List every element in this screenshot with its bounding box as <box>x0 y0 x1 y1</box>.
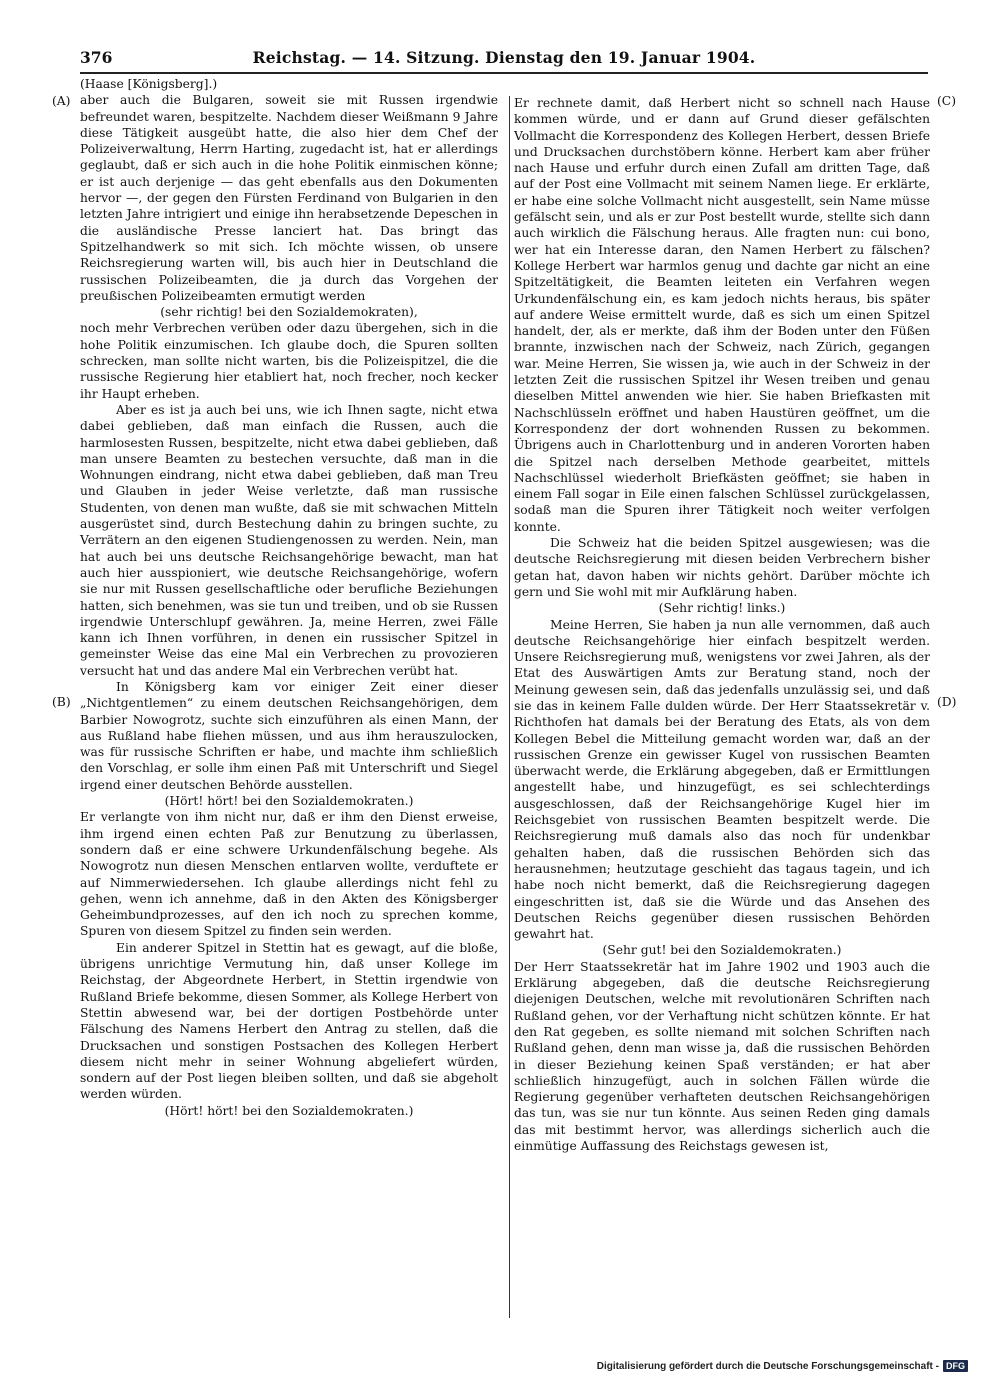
footer-text: Digitalisierung gefördert durch die Deutsche Forschungsgemeinschaft - <box>596 1360 939 1372</box>
margin-mark-d: (D) <box>937 695 957 709</box>
paragraph: noch mehr Verbrechen verüben oder dazu übergehen, sich in die hohe Politik einzumischen. Ich glaube doch, die Spuren sollten schrecken, man sollte nicht warten, bis die Polizeispitzel, die die russische Regierung hier etabliert hat, noch frecher, noch kecker ihr Haupt erheben. <box>80 321 498 401</box>
margin-mark-b: (B) <box>52 695 71 709</box>
paragraph: aber auch die Bulgaren, soweit sie mit Russen irgendwie befreundet waren, bespitzelte. Nachdem dieser Weißmann 9 Jahre diese Tätigkeit ausgeübt hatte, die also hier dem Chef der Polizeiverwaltung, Herrn Harting, zugedacht ist, hat er allerdings geglaubt, daß er sich auch in die hohe Politik einmischen könne; er ist auch derjenige — das geht ebenfalls aus den Dokumenten hervor —, der gegen den Fürsten Ferdinand von Bulgarien in den letzten Jahre intrigiert und einige ihn herabsetzende Depeschen in die ausländische Presse lanciert hat. Das bringt das Spitzelhandwerk so mit sich. Ich möchte wissen, ob unsere Reichsregierung warten will, bis auch hier in Deutschland die russischen Polizeibeamten, die ja durch das Vorgehen der preußischen Polizeibeamten ermutigt werden <box>80 93 498 303</box>
paragraph: Meine Herren, Sie haben ja nun alle vernommen, daß auch deutsche Reichsangehörige hier einfach bespitzelt werden. Unsere Reichsregierung muß, wenigstens vor zwei Jahren, als der Etat des Auswärtigen Amts zur Beratung stand, noch der Meinung gewesen sein, daß das jedenfalls unzulässig sei, und daß sie das in keinem Falle dulden würde. Der Herr Staatssekretär v. Richthofen hat damals bei der Beratung des Etats, als von dem Kollegen Bebel die Mitteilung gemacht worden war, daß an der russischen Grenze ein gewisser Kugel von russischen Beamten überwacht werde, die Erklärung abgegeben, daß er Ermittlungen angestellt habe, und hinzugefügt, es sei schlechterdings ausgeschlossen, daß der Reichsangehörige Kugel hier im Reichsgebiet von russischen Beamten bespitzelt werde. Die Reichsregierung muß damals also das noch für undenkbar gehalten haben, daß die russischen Behörden sich das herausnehmen; heutzutage geschieht das tagaus tagein, und ich habe noch nicht bemerkt, daß die Reichsregierung dagegen eingeschritten ist, daß sie die Würde und das Ansehen des Deutschen Reichs gegenüber diesen russischen Behörden gewahrt hat. <box>514 617 930 942</box>
paragraph: Er rechnete damit, daß Herbert nicht so schnell nach Hause kommen würde, und er dann auf Grund dieser gefälschten Vollmacht die Korrespondenz des Kollegen Herbert, dessen Briefe und Drucksachen durchstöbern könne. Herbert kam aber früher nach Hause und erfuhr durch einen Zufall am dritten Tage, daß auf der Post eine Vollmacht mit seinem Namen liege. Er erklärte, er habe eine solche Vollmacht nicht ausgestellt, sein Name müsse gefälscht sein, und als er zur Post bestellt wurde, stellte sich dann auch wirklich die Fälschung heraus. Alle fragten nun: cui bono, wer hat ein Interesse daran, den Namen Herbert zu fälschen? Kollege Herbert war harmlos genug und dachte gar nicht an eine Spitzeltätigkeit, die Beamten leiteten ein Verfahren wegen Urkundenfälschung ein, es kam jedoch nichts heraus, bis später auf andere Weise ermittelt wurde, daß es sich um einen Spitzel handelt, der, als er merkte, daß ihm der Boden unter den Füßen brannte, inzwischen nach der Schweiz, nach Zürich, gegangen war. Meine Herren, Sie wissen ja, wie auch in der Schweiz in der letzten Zeit die russischen Spitzel ihr Wesen treiben und genau dieselben Mittel anwenden wie hier. Sie haben Briefkasten mit Nachschlüsseln eröffnet und haben Haustüren geöffnet, um die Korrespondenz der dort wohnenden Russen zu bekommen. Übrigens auch in Charlottenburg und in anderen Vororten haben die Spitzel nach derselben Methode gearbeitet, mittels Nachschlüssel wiederholt Briefkästen geöffnet; sie haben in einem Fall sogar in Eile einen falschen Schlüssel zurückgelassen, sodaß man die Spuren ihrer Tätigkeit noch weiter verfolgen konnte. <box>514 96 930 534</box>
page-number: 376 <box>80 48 113 67</box>
paragraph: Ein anderer Spitzel in Stettin hat es gewagt, auf die bloße, übrigens unrichtige Vermutung hin, daß unser Kollege im Reichstag, der Abgeordnete Herbert, in Stettin irgendwie von Rußland Briefe bekomme, diesen Sommer, als Kollege Herbert von Stettin abwesend war, bei der dortigen Postbehörde unter Fälschung des Namens Herbert den Antrag zu stellen, daß die Drucksachen und sonstigen Postsachen des Kollegen Herbert diesem nicht mehr in seiner Wohnung abgeliefert würden, sondern auf der Post liegen bleiben sollten, und daß sie abgeholt werden würden. <box>80 940 498 1102</box>
speaker-note: (Haase [Königsberg].) <box>80 77 218 91</box>
margin-mark-a: (A) <box>52 94 71 108</box>
interjection: (Hört! hört! bei den Sozialdemokraten.) <box>164 794 414 809</box>
interjection: (sehr richtig! bei den Sozialdemokraten), <box>160 305 418 320</box>
interjection: (Sehr richtig! links.) <box>658 601 786 616</box>
page-header <box>80 48 928 72</box>
left-column <box>80 76 498 1119</box>
paragraph: Aber es ist ja auch bei uns, wie ich Ihnen sagte, nicht etwa dabei geblieben, daß man einfach die Russen, auch die harmlosesten Russen, bespitzelte, nicht etwa dabei geblieben, daß man unsere Beamten zu bestechen versuchte, daß man in die Wohnungen eindrang, nicht etwa dabei geblieben, daß man Treu und Glauben in jeder Weise verletzte, daß man russische Studenten, von denen man wußte, daß sie mit schwachen Mitteln ausgerüstet sind, durch Bestechung dahin zu bringen suchte, zu Verrätern an den eigenen Studiengenossen zu werden. Nein, man hat auch bei uns deutsche Reichsangehörige bewacht, man hat auch hier ausspioniert, wie deutsche Reichsangehörige, wofern sie nur mit Russen gesellschaftliche oder berufliche Beziehungen hatten, sich benehmen, was sie tun und treiben, und ob sie Russen irgendwie Unterschlupf gewähren. Ja, meine Herren, zwei Fälle kann ich Ihnen vorführen, in denen ein russischer Spitzel in gemeinster Weise das eine Mal ein Verbrechen zu provozieren versucht hat und das andere Mal ein Verbrechen verübt hat. <box>80 402 499 678</box>
digitization-footer <box>597 1360 968 1372</box>
paragraph: Der Herr Staatssekretär hat im Jahre 1902 und 1903 auch die Erklärung abgegeben, daß die deutsche Reichsregierung diejenigen Deutschen, welche mit revolutionären Schriften nach Rußland gehen, vor der Verhaftung nicht schützen könnte. Er hat den Rat gegeben, es sollte niemand mit solchen Schriften nach Rußland gehen, denn man wisse ja, daß die russischen Behörden in dieser Beziehung keinen Spaß verständen; er hat aber schließlich hinzugefügt, auch in solchen Fällen würde die Regierung gegenüber verhafteten deutschen Reichsangehörigen das tun, was sie nur tun könnte. Aus seinen Reden ging damals das mit bestimmt hervor, was allerdings sicherlich auch die einmütige Auffassung des Reichstags gewesen ist, <box>514 959 930 1153</box>
column-divider <box>509 96 510 1318</box>
header-rule <box>80 72 928 74</box>
paragraph: In Königsberg kam vor einiger Zeit einer dieser „Nichtgentlemen“ zu einem deutschen Reichsangehörigen, dem Barbier Nowogrotz, suchte sich einzuführen als einen Mann, der aus Rußland habe fliehen müssen, und aus ihm herauszulocken, was für russische Schriften er habe, und machte ihm schließlich den Vorschlag, er solle ihm einen Paß mit Unterschrift und Siegel irgend einer deutschen Behörde ausstellen. <box>80 679 498 792</box>
paragraph: Er verlangte von ihm nicht nur, daß er ihm den Dienst erweise, ihm irgend einen echten Paß zur Benutzung zu überlassen, sondern daß er eine schwere Urkundenfälschung begehe. Als Nowogrotz nun diesen Menschen entlarven wollte, verduftete er auf Nimmerwiedersehen. Ich glaube allerdings nicht fehl zu gehen, wenn ich annehme, daß in den Akten des Königsberger Geheimbundprozesses, auf den ich noch zu sprechen komme, Spuren von diesem Spitzel zu finden sein werden. <box>80 810 498 939</box>
dfg-logo: DFG <box>943 1360 968 1372</box>
right-column <box>514 95 930 1154</box>
interjection: (Sehr gut! bei den Sozialdemokraten.) <box>602 943 842 958</box>
margin-mark-c: (C) <box>937 94 957 108</box>
running-title: Reichstag. — 14. Sitzung. Dienstag den 19. Januar 1904. <box>252 48 756 67</box>
paragraph: Die Schweiz hat die beiden Spitzel ausgewiesen; was die deutsche Reichsregierung mit diesen beiden Verbrechern bisher getan hat, davon haben wir nichts gehört. Darüber möchte ich gern und Sie wohl mit mir Aufklärung haben. <box>514 536 930 599</box>
interjection: (Hört! hört! bei den Sozialdemokraten.) <box>164 1103 414 1118</box>
